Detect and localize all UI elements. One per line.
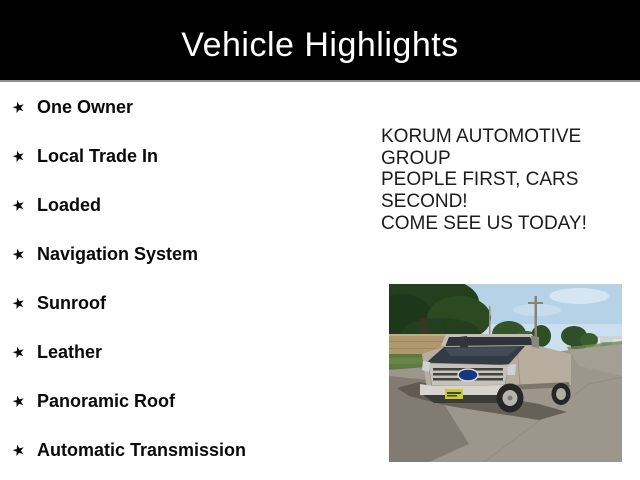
list-item	[12, 294, 246, 313]
feature-label: Local Trade In	[37, 146, 159, 166]
star-icon: ★	[10, 440, 28, 461]
star-icon: ★	[10, 342, 28, 363]
list-item	[12, 98, 246, 117]
list-item	[12, 147, 246, 166]
feature-label: Sunroof	[37, 293, 106, 313]
feature-label: Leather	[37, 342, 103, 362]
page-title: Vehicle Highlights	[181, 25, 459, 64]
license-plate	[445, 389, 463, 399]
star-icon: ★	[10, 146, 28, 167]
ford-oval-badge	[458, 369, 478, 381]
star-icon: ★	[10, 195, 28, 216]
list-item	[12, 196, 246, 215]
dealer-line: KORUM AUTOMOTIVE GROUP	[381, 126, 582, 169]
star-icon: ★	[10, 293, 28, 314]
feature-label: Automatic Transmission	[37, 440, 247, 460]
feature-label: Loaded	[37, 195, 102, 215]
vehicle-photo	[389, 284, 622, 462]
dealer-line: COME SEE US TODAY!	[381, 212, 587, 234]
header-bar	[0, 0, 640, 82]
star-icon: ★	[10, 391, 28, 412]
feature-label: One Owner	[37, 97, 134, 117]
list-item	[12, 245, 246, 264]
list-item	[12, 392, 246, 411]
feature-label: Panoramic Roof	[37, 391, 176, 411]
dealer-line: PEOPLE FIRST, CARS SECOND!	[381, 169, 579, 213]
list-item	[12, 343, 246, 362]
highlights-list	[12, 98, 246, 460]
feature-label: Navigation System	[37, 244, 199, 264]
star-icon: ★	[10, 97, 28, 118]
truck-scene-illustration	[389, 284, 622, 462]
dealer-message	[381, 126, 599, 235]
star-icon: ★	[10, 244, 28, 265]
list-item	[12, 441, 246, 460]
